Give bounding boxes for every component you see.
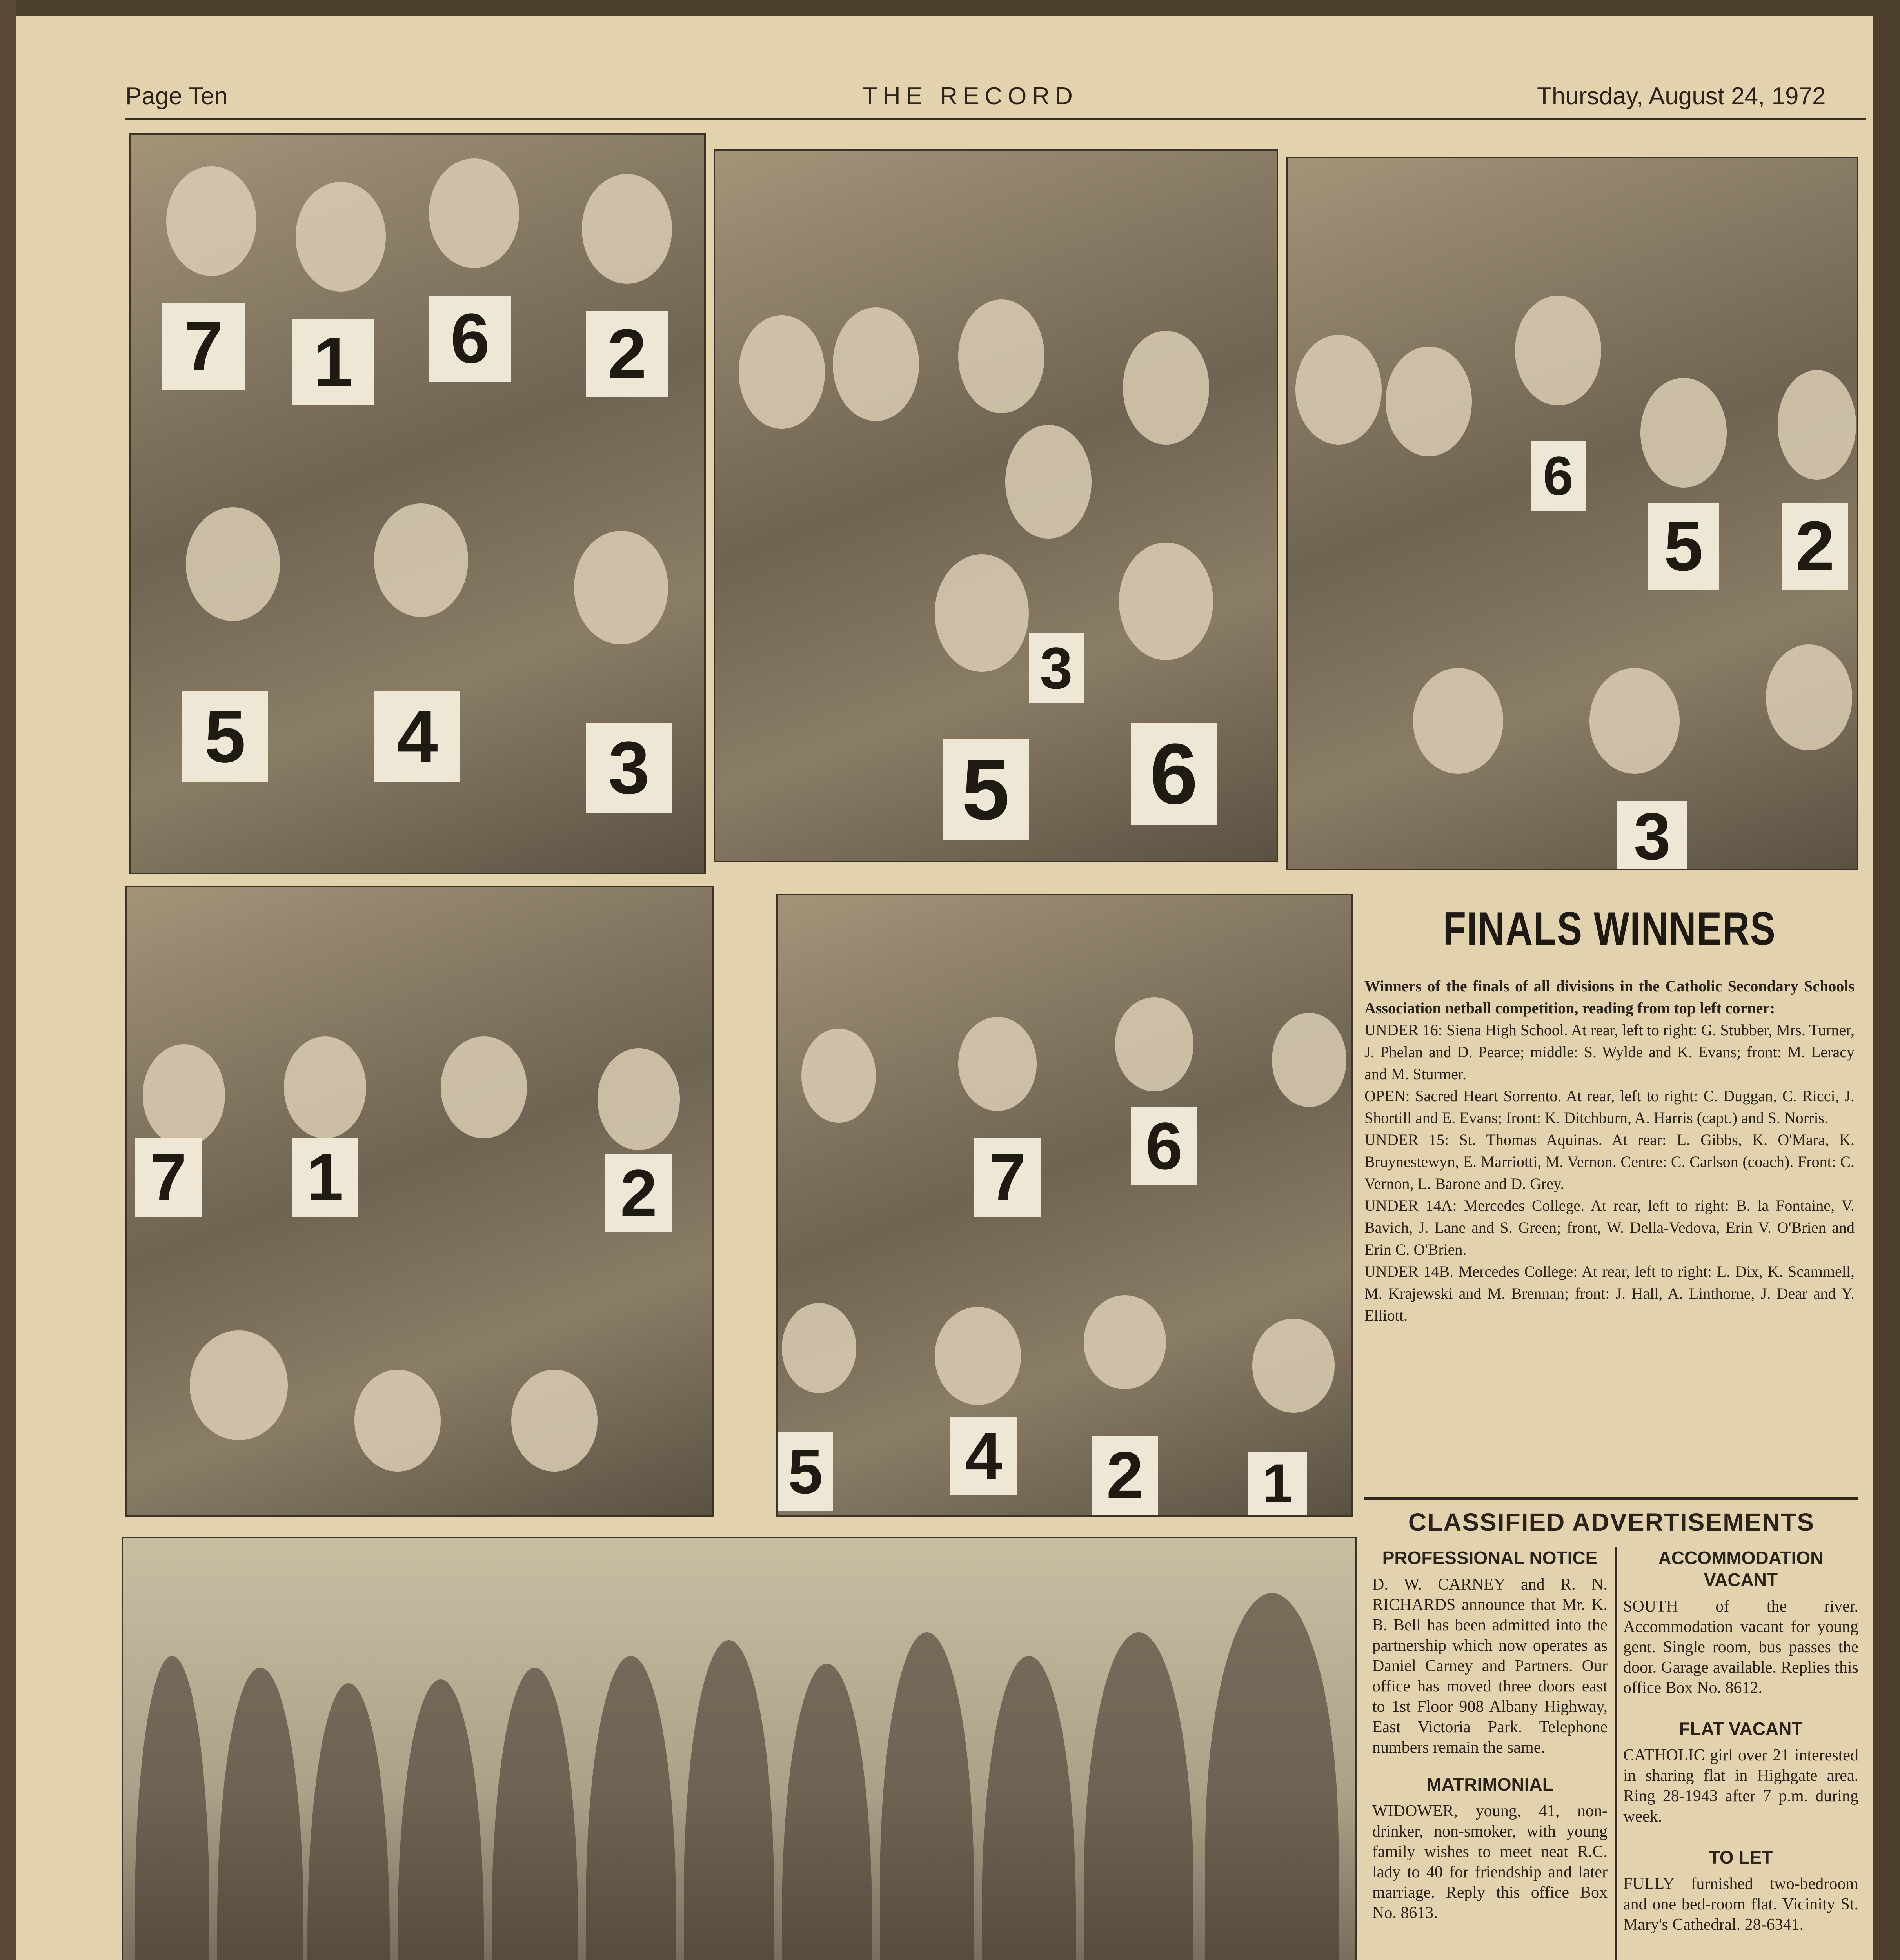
jersey-number: 2 [1782,503,1848,590]
photo-under16-team [129,133,706,874]
photo-ycw-senior-team [122,1537,1357,1960]
jersey-number: 7 [162,303,245,390]
classified-right-column [1623,1547,1858,1935]
section-heading: TO LET [1709,1847,1773,1867]
photo-under14b-team [776,894,1353,1517]
jersey-number: 1 [292,319,374,405]
jersey-number: 2 [1092,1436,1158,1515]
scan-top-edge [0,0,1900,16]
article-intro: Winners of the finals of all divisions in the Catholic Secondary Schools Association netball competition, reading from top left corner: [1364,977,1855,1017]
photo-under14a-team [125,886,714,1517]
classified-ad: WIDOWER, young, 41, non-drinker, non-smoker, with young family wishes to meet neat R.C. lady to 40 for friendship and later marriage. Reply this office Box No. 8613. [1372,1802,1608,1922]
article-paragraph: UNDER 16: Siena High School. At rear, left to right: G. Stubber, Mrs. Turner, J. Phelan and D. Pearce; middle: S. Wylde and K. Evans; front: M. Leracy and M. Sturmer. [1364,1021,1855,1083]
section-heading: PROFESSIONAL NOTICE [1382,1548,1598,1568]
jersey-number: 3 [1617,801,1687,870]
header-rule [125,118,1866,120]
jersey-number: 7 [974,1138,1041,1217]
scan-left-edge [0,0,16,1960]
jersey-number: 2 [586,311,668,397]
jersey-number: 3 [586,723,672,813]
jersey-number: 6 [429,296,511,382]
issue-date: Thursday, August 24, 1972 [1537,83,1826,110]
jersey-number: 6 [1131,1107,1197,1185]
jersey-number: 1 [292,1138,358,1217]
article-headline: FINALS WINNERS [1443,902,1776,955]
jersey-number: 7 [135,1138,202,1217]
classified-ad: CATHOLIC girl over 21 interested in sharing flat in Highgate area. Ring 28-1943 after 7 p.m. during week. [1623,1746,1858,1826]
article-paragraph: OPEN: Sacred Heart Sorrento. At rear, left to right: C. Duggan, C. Ricci, J. Shortill and E. Evans; front: K. Ditchburn, A. Harris (capt.) and S. Norris. [1364,1087,1855,1127]
page-number: Page Ten [125,83,228,110]
classified-advertisements [1364,1497,1858,1960]
jersey-number: 5 [943,739,1029,840]
article-paragraph: UNDER 14A: Mercedes College. At rear, left to right: B. la Fontaine, V. Bavich, J. Lane and S. Green; front, W. Della-Vedova, Erin V. O'Brien and Erin C. O'Brien. [1364,1197,1855,1258]
jersey-number: 6 [1131,723,1217,825]
section-heading: MATRIMONIAL [1426,1774,1553,1795]
jersey-number: 5 [1648,503,1719,590]
classified-title: CLASSIFIED ADVERTISEMENTS [1408,1508,1815,1536]
section-heading: ACCOMMODATION VACANT [1658,1548,1824,1590]
finals-winners-article [1364,902,1855,1327]
article-paragraph: UNDER 15: St. Thomas Aquinas. At rear: L. Gibbs, K. O'Mara, K. Bruynestewyn, E. Marriotti, M. Vernon. Centre: C. Carlson (coach). Front: C. Vernon, L. Barone and D. Grey. [1364,1131,1855,1192]
photo-open-team [714,149,1278,862]
scan-right-edge [1873,0,1900,1960]
jersey-number: 3 [1029,633,1084,703]
classified-left-column [1372,1547,1608,1923]
column-divider [1615,1547,1617,1960]
classified-ad: SOUTH of the river. Accommodation vacant for young gent. Single room, bus passes the door. Garage available. Replies this office Box No. 8612. [1623,1597,1858,1697]
classified-ad: FULLY furnished two-bedroom and one bed-room flat. Vicinity St. Mary's Cathedral. 28-6341. [1623,1875,1858,1934]
jersey-number: 4 [950,1417,1017,1495]
jersey-number: 6 [1531,441,1586,511]
section-heading: FLAT VACANT [1679,1719,1803,1739]
classified-ad: D. W. CARNEY and R. N. RICHARDS announce that Mr. K. B. Bell has been admitted into the partnership which now operates as Daniel Carney and Partners. Our office has moved three doors east to 1st Floor 908 Albany Highway, East Victoria Park. Telephone numbers remain the same. [1372,1575,1608,1757]
masthead: THE RECORD [863,83,1078,110]
article-paragraph: UNDER 14B. Mercedes College: At rear, left to right: L. Dix, K. Scammell, M. Krajewski and M. Brennan; front: J. Hall, A. Linthorne, J. Dear and Y. Elliott. [1364,1263,1855,1324]
photo-under15-team [1286,157,1858,870]
jersey-number: 1 [1248,1452,1307,1515]
jersey-number: 5 [182,691,268,782]
jersey-number: 5 [778,1432,833,1511]
jersey-number: 4 [374,691,460,782]
jersey-number: 2 [605,1154,672,1232]
